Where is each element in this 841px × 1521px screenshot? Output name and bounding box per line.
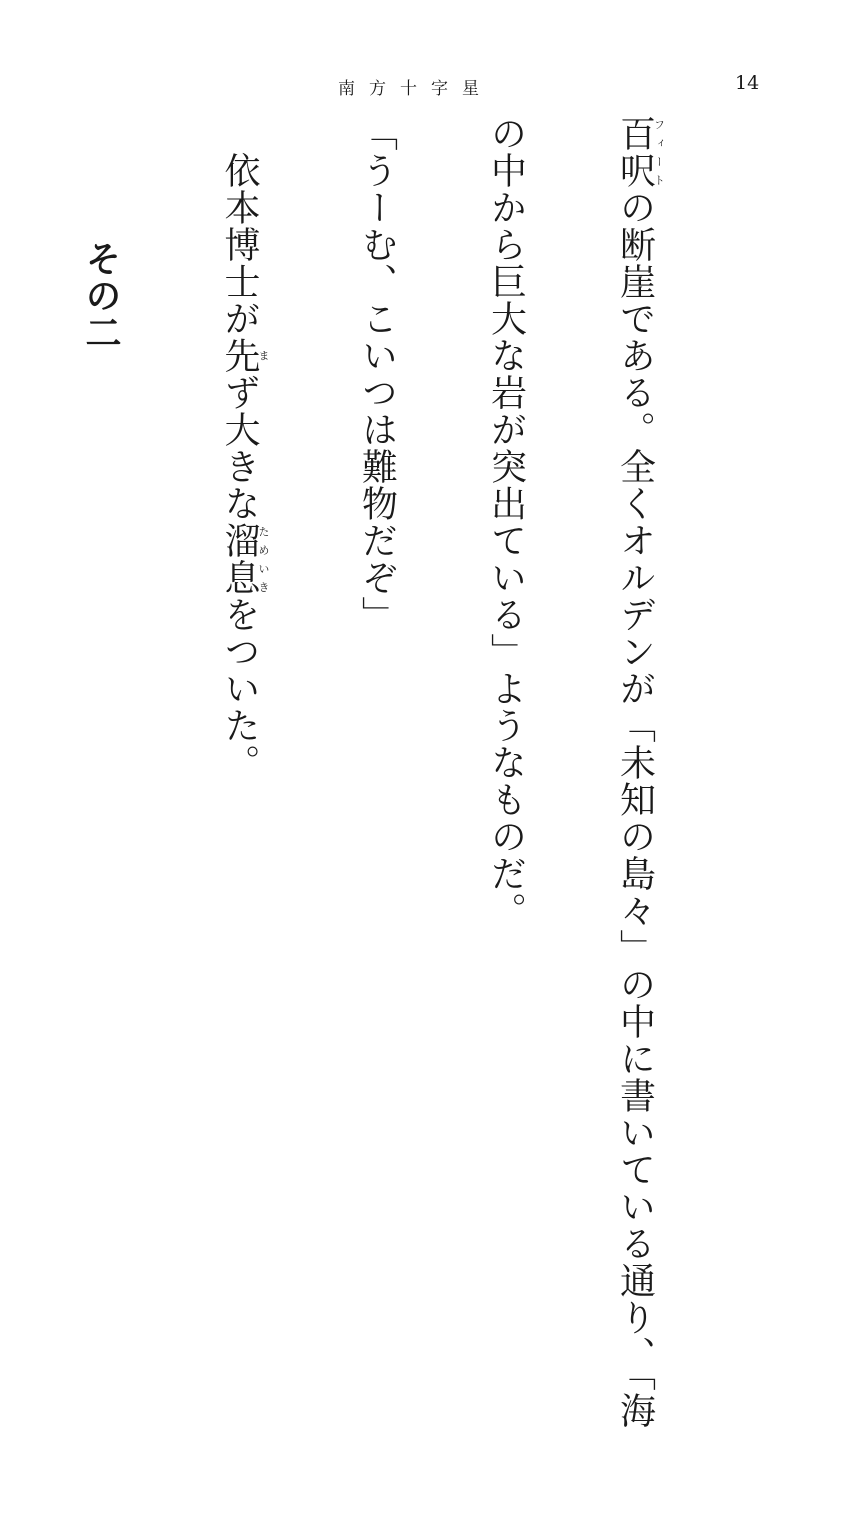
running-title: 南方十字星 <box>338 79 493 99</box>
ruby-annotation: 先ま <box>219 337 270 374</box>
section-heading: その二 <box>80 240 122 351</box>
text-line: の中から巨大な岩が突出ている」ようなものだ。 <box>485 115 527 929</box>
vertical-text-body <box>0 115 751 1429</box>
page-number: 14 <box>735 72 760 94</box>
text-line: 「うーむ、こいつは難物だぞ」 <box>356 115 398 633</box>
text-line: 依本博士が先まず大きな溜息ためいきをついた。 <box>219 115 270 781</box>
ruby-annotation: 百呎フィート <box>614 115 666 189</box>
text-line: 百呎フィートの断崖である。全くオルデンが「未知の島々」の中に書いている通り、「海 <box>614 115 666 1429</box>
ruby-annotation: 溜息ためいき <box>219 522 270 596</box>
